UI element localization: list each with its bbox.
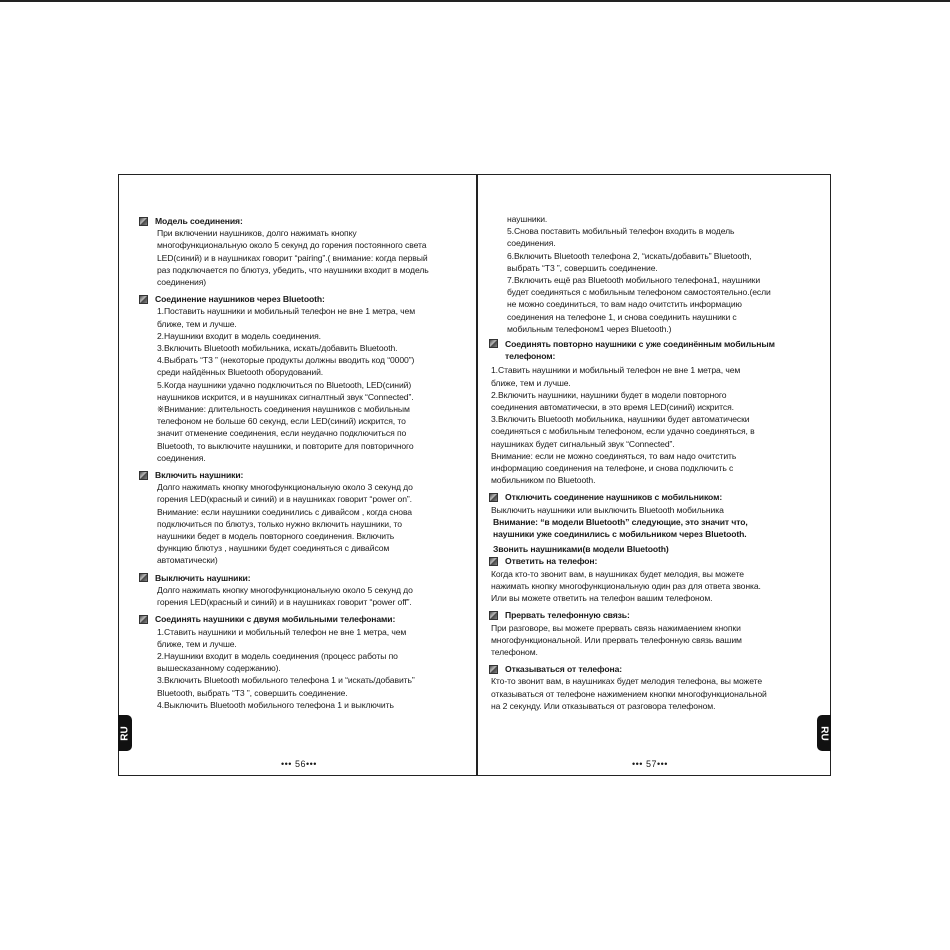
text-line: Когда кто-то звонит вам, в наушниках будет мелодия, вы можете [491, 568, 744, 579]
section-title: Выключить наушники: [155, 572, 251, 583]
text-line: соединения на телефоне 1, и снова соединить наушники с [507, 311, 737, 322]
text-line: 3.Включить Bluetooth мобильника, искать/добавить Bluetooth. [157, 343, 398, 354]
text-line: многофункциональной. Или прервать телефонную связь вашим [491, 634, 742, 645]
text-line: выбрать “T3 ”, совершить соединение. [507, 262, 658, 273]
text-line: Или вы можете ответить на телефон вашим телефоном. [491, 593, 713, 604]
square-bullet-icon [139, 573, 148, 582]
text-line: Долго нажимать кнопку многофункциональную около 3 секунд до [157, 482, 413, 493]
text-line: соединения. [507, 238, 556, 249]
language-tab [817, 715, 831, 751]
section-heading [139, 293, 460, 305]
text-line: наушники уже соединились с мобильником через Bluetooth. [493, 529, 747, 540]
section-body [489, 675, 810, 712]
text-line: на 2 секунду. Или отказываться от разговора телефоном. [491, 700, 716, 711]
section-body [489, 213, 810, 335]
square-bullet-icon [139, 615, 148, 624]
text-line: значит отменение соединения, если неудачно подключиться по [157, 428, 407, 439]
text-line: наушников искрится, и в наушниках сигналтный звук “Connected”. [157, 391, 414, 402]
text-line: Внимание: если наушники соединились с дивайсом , когда снова [157, 506, 412, 517]
text-line: При включении наушников, долго нажимать кнопку [157, 228, 357, 239]
text-line: телефоном: [505, 351, 556, 362]
section-heading [489, 555, 810, 567]
section-title: Отказываться от телефона: [505, 664, 623, 675]
section-heading [489, 663, 810, 675]
text-line: соединения) [157, 277, 207, 288]
text-line: Внимание: если не можно соединяться, то вам надо очитстить [491, 450, 737, 461]
text-line: будет соединяться с мобильным телефоном самостоятельно.(если [507, 287, 771, 298]
text-line: подключиться по блютуз, только нужно включить наушники, то [157, 518, 402, 529]
text-line: 5.Когда наушники удачно подключиться по Bluetooth, LED(синий) [157, 379, 412, 390]
text-line: ближе, тем и лучше. [157, 318, 237, 329]
section-title: Прервать телефонную связь: [505, 610, 630, 621]
section-body [139, 305, 460, 464]
section-heading [139, 572, 460, 584]
text-line: не можно соединиться, то вам надо очитстить информацию [507, 299, 742, 310]
section-title: Включить наушники: [155, 470, 244, 481]
text-line: 3.Включить Bluetooth мобильного телефона 1 и “искать/добавить” [157, 675, 415, 686]
text-line: соединения автоматически, в это время LED(синий) искрится. [491, 402, 734, 413]
section-body [139, 584, 460, 608]
text-line: Внимание: “в модели Bluetooth” следующие, это значит что, [493, 516, 748, 527]
text-line: 7.Включить ещё раз Bluetooth мобильного телефона1, наушники [507, 275, 761, 286]
square-bullet-icon [489, 339, 498, 348]
text-line: среди найдённых Bluetooth оборудований. [157, 367, 324, 378]
section-heading [139, 613, 460, 625]
text-line: соединяться с мобильным телефоном, если удачно соединяться, в [491, 426, 755, 437]
section-title: Ответить на телефон: [505, 556, 598, 567]
section-title: Соединять наушники с двумя мобильными телефонами: [155, 614, 396, 625]
square-bullet-icon [139, 217, 148, 226]
section-body [139, 626, 460, 711]
text-line: 5.Снова поставить мобильный телефон входить в модель [507, 226, 735, 237]
text-line: информацию соединения на телефоне, и снова подключить с [491, 463, 734, 474]
square-bullet-icon [139, 471, 148, 480]
text-line: автоматически) [157, 555, 218, 566]
calls-heading: Звонить наушниками(в модели Bluetooth) [493, 544, 669, 555]
text-line: отказываться от телефоне нажимением кнопки многофункциональной [491, 688, 767, 699]
language-label: RU [119, 725, 131, 741]
text-line: 1.Поставить наушники и мобильный телефон не вне 1 метра, чем [157, 306, 416, 317]
section-body [139, 227, 460, 288]
note-block [489, 516, 810, 540]
text-line: наушниках будет сигнальный звук “Connected”. [491, 438, 675, 449]
section-body [139, 481, 460, 566]
text-line: LED(синий) и в наушниках говорит “pairing”.( внимание: когда первый [157, 252, 428, 263]
text-line: 1.Ставить наушники и мобильный телефон не вне 1 метра, чем [157, 626, 407, 637]
text-line: 4.Выключить Bluetooth мобильного телефона 1 и выключить [157, 699, 394, 710]
section-title [505, 338, 775, 362]
section-title: Соединение наушников через Bluetooth: [155, 294, 325, 305]
text-line: 2.Включить наушники, наушники будет в модели повторного [491, 389, 727, 400]
section-body [489, 364, 810, 486]
square-bullet-icon [489, 557, 498, 566]
text-line: Долго нажимать кнопку многофункциональную около 5 секунд до [157, 584, 413, 595]
text-line: Bluetooth, то выключите наушники, и повторите для повторичного [157, 440, 414, 451]
text-line: 3.Включить Bluetooth мобильника, наушники будет автоматически [491, 414, 750, 425]
section-body [489, 568, 810, 605]
section-body [489, 504, 810, 516]
text-line: 2.Наушники входит в модель соединения. [157, 330, 321, 341]
text-line: телефоном. [491, 646, 538, 657]
text-line: горения LED(красный и синий) и в наушниках говорит “power on”. [157, 494, 412, 505]
text-line: раз подключается по блютуз, убедить, что наушники входит в модель [157, 264, 429, 275]
text-line: 6.Включить Bluetooth телефона 2, “искать/добавить” Bluetooth, [507, 250, 752, 261]
square-bullet-icon [489, 665, 498, 674]
text-line: 1.Ставить наушники и мобильный телефон не вне 1 метра, чем [491, 365, 741, 376]
section-heading [489, 338, 810, 362]
text-line: Bluetooth, выбрать “T3 ”, совершить соединение. [157, 687, 348, 698]
right-page [477, 175, 830, 775]
square-bullet-icon [489, 611, 498, 620]
language-label: RU [818, 725, 830, 741]
section-title: Модель соединения: [155, 216, 243, 226]
manual-spread [118, 174, 831, 776]
text-line: наушники бедет в модель повторного соединения. Включить [157, 531, 395, 542]
text-line: мобильником по Bluetooth. [491, 475, 596, 486]
text-line: вышесказанному содержанию). [157, 663, 281, 674]
section-heading [139, 215, 460, 227]
text-line: 2.Наушники входит в модель соединения (процесс работы по [157, 650, 398, 661]
text-line: Соединять повторно наушники с уже соединённым мобильным [505, 339, 775, 350]
text-line: функцию блютуз , наушники будет соединяться с дивайсом [157, 543, 390, 554]
section-body [489, 622, 810, 659]
square-bullet-icon [139, 295, 148, 304]
page-number: ••• 56••• [281, 759, 317, 769]
text-line: Кто-то звонит вам, в наушниках будет мелодия телефона, вы можете [491, 676, 763, 687]
language-tab [118, 715, 132, 751]
page-number: ••• 57••• [632, 759, 668, 769]
left-page [119, 175, 476, 775]
section-heading [489, 491, 810, 503]
text-line: горения LED(красный и синий) и в наушниках говорит “power off”. [157, 597, 412, 608]
text-line: многофункциональную около 5 секунд до горения постоянного света [157, 240, 427, 251]
text-line: 4.Выбрать “T3 ” (некоторые продукты должны вводить код “0000”) [157, 355, 415, 366]
text-line: наушники. [507, 214, 548, 224]
section-title: Отключить соединение наушников с мобильником: [505, 492, 723, 503]
square-bullet-icon [489, 493, 498, 502]
top-border-line [0, 0, 950, 2]
text-line: мобильным телефоном1 через Bluetooth.) [507, 323, 672, 334]
text-line: соединения. [157, 452, 206, 463]
text-line: ближе, тем и лучше. [157, 638, 237, 649]
text-line: телефоном не больше 60 секунд, если LED(синий) искрится, то [157, 416, 406, 427]
text-line: При разговоре, вы можете прервать связь нажимаением кнопки [491, 622, 741, 633]
section-heading [139, 469, 460, 481]
text-line: ※Внимание: длительность соединения наушников с мобильным [157, 404, 410, 415]
section-heading [489, 609, 810, 621]
text-line: нажимать кнопку многофункциональную один раз для ответа звонка. [491, 580, 761, 591]
text-line: Выключить наушники или выключить Bluetooth мобильника [491, 504, 724, 515]
text-line: ближе, тем и лучше. [491, 377, 571, 388]
